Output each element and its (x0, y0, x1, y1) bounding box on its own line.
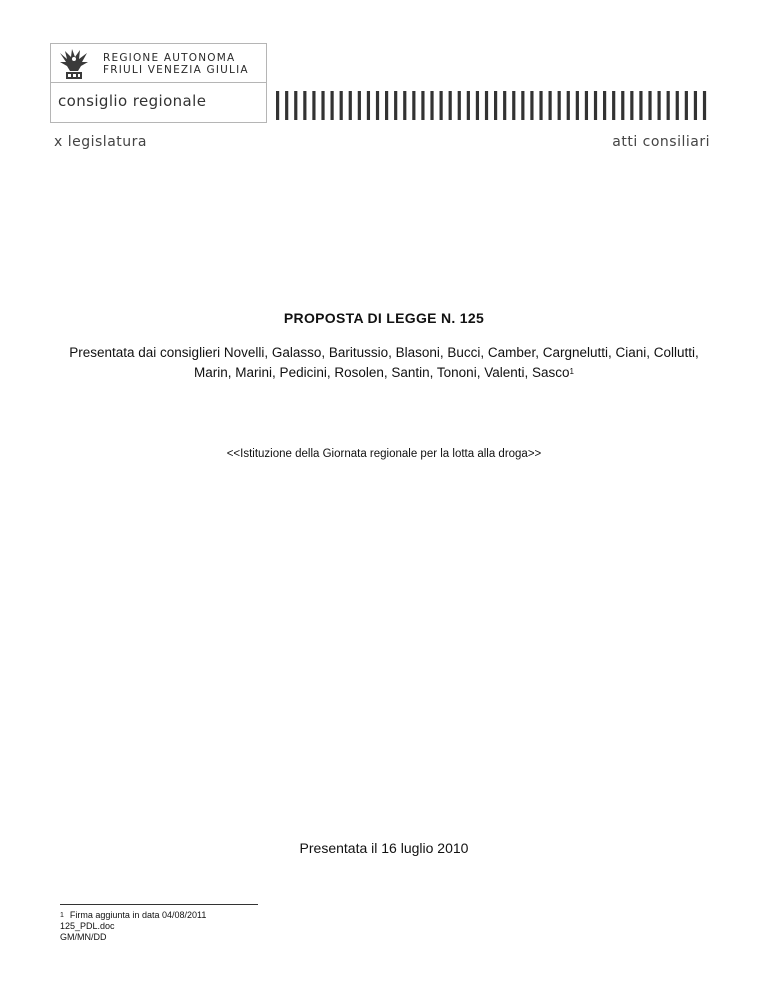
barcode-bar (521, 91, 524, 120)
barcode-bar (421, 91, 424, 120)
barcode-bar (485, 91, 488, 120)
barcode-bar (539, 91, 542, 120)
barcode-bar (285, 91, 288, 120)
barcode-bar (503, 91, 506, 120)
barcode-bar (349, 91, 352, 120)
barcode-bar (549, 91, 552, 120)
region-name-line1: REGIONE AUTONOMA (103, 52, 236, 64)
barcode-bar (594, 91, 597, 120)
barcode-bar (576, 91, 579, 120)
footnote-number: 1 (60, 912, 64, 919)
barcode-bar (385, 91, 388, 120)
eagle-coat-of-arms-icon (58, 47, 90, 81)
council-name: consiglio regionale (58, 92, 207, 110)
header-divider (51, 82, 266, 83)
barcode-bar (449, 91, 452, 120)
barcode-bar (394, 91, 397, 120)
barcode-bar (430, 91, 433, 120)
barcode-bar (512, 91, 515, 120)
barcode-bar (603, 91, 606, 120)
barcode-bar (585, 91, 588, 120)
presenters-text: Presentata dai consiglieri Novelli, Galasso, Baritussio, Blasoni, Bucci, Camber, Cargnelutti, Ciani, Collutti, Marin, Marini, Pedicini, Rosolen, Santin, Tononi, Valenti, Sasco (69, 345, 699, 380)
barcode-bar (530, 91, 533, 120)
legislature-label: x legislatura (54, 134, 147, 150)
barcode-bar (358, 91, 361, 120)
barcode-bar (303, 91, 306, 120)
barcode-bar (676, 91, 679, 120)
file-name: 125_PDL.doc (60, 921, 115, 931)
document-title: PROPOSTA DI LEGGE N. 125 (283, 310, 485, 326)
document-subject: <<Istituzione della Giornata regionale per la lotta alla droga>> (226, 448, 542, 460)
footnote-separator (60, 904, 258, 905)
barcode-bar (331, 91, 334, 120)
barcode-bar (367, 91, 370, 120)
barcode-bar (558, 91, 561, 120)
footnote-block (60, 910, 206, 943)
barcode-bar (412, 91, 415, 120)
barcode-bar (703, 91, 706, 120)
barcode-bar (612, 91, 615, 120)
barcode-bar (630, 91, 633, 120)
barcode-bar (567, 91, 570, 120)
barcode-bar (621, 91, 624, 120)
barcode-bar (639, 91, 642, 120)
barcode-bar (694, 91, 697, 120)
region-name-line2: FRIULI VENEZIA GIULIA (103, 64, 249, 76)
barcode-bar (467, 91, 470, 120)
barcode-bar (494, 91, 497, 120)
barcode-bar (658, 91, 661, 120)
barcode-bar (685, 91, 688, 120)
author-initials: GM/MN/DD (60, 932, 107, 942)
footnote-text: Firma aggiunta in data 04/08/2011 (69, 910, 207, 920)
barcode-bar (294, 91, 297, 120)
barcode-bar (340, 91, 343, 120)
region-name (103, 52, 249, 76)
barcode-bar (376, 91, 379, 120)
barcode-bar (458, 91, 461, 120)
barcode-bar (476, 91, 479, 120)
header-box (50, 43, 267, 123)
footnote (60, 910, 206, 921)
barcode-bar (403, 91, 406, 120)
barcode-bar (276, 91, 279, 120)
presenters-paragraph (60, 343, 708, 383)
presentation-date: Presentata il 16 luglio 2010 (299, 840, 469, 856)
barcode-icon (276, 91, 712, 120)
footnote-reference: 1 (569, 367, 574, 376)
barcode-bar (648, 91, 651, 120)
barcode-bar (321, 91, 324, 120)
barcode-bar (667, 91, 670, 120)
acts-label: atti consiliari (612, 134, 710, 150)
barcode-bar (312, 91, 315, 120)
barcode-bar (440, 91, 443, 120)
